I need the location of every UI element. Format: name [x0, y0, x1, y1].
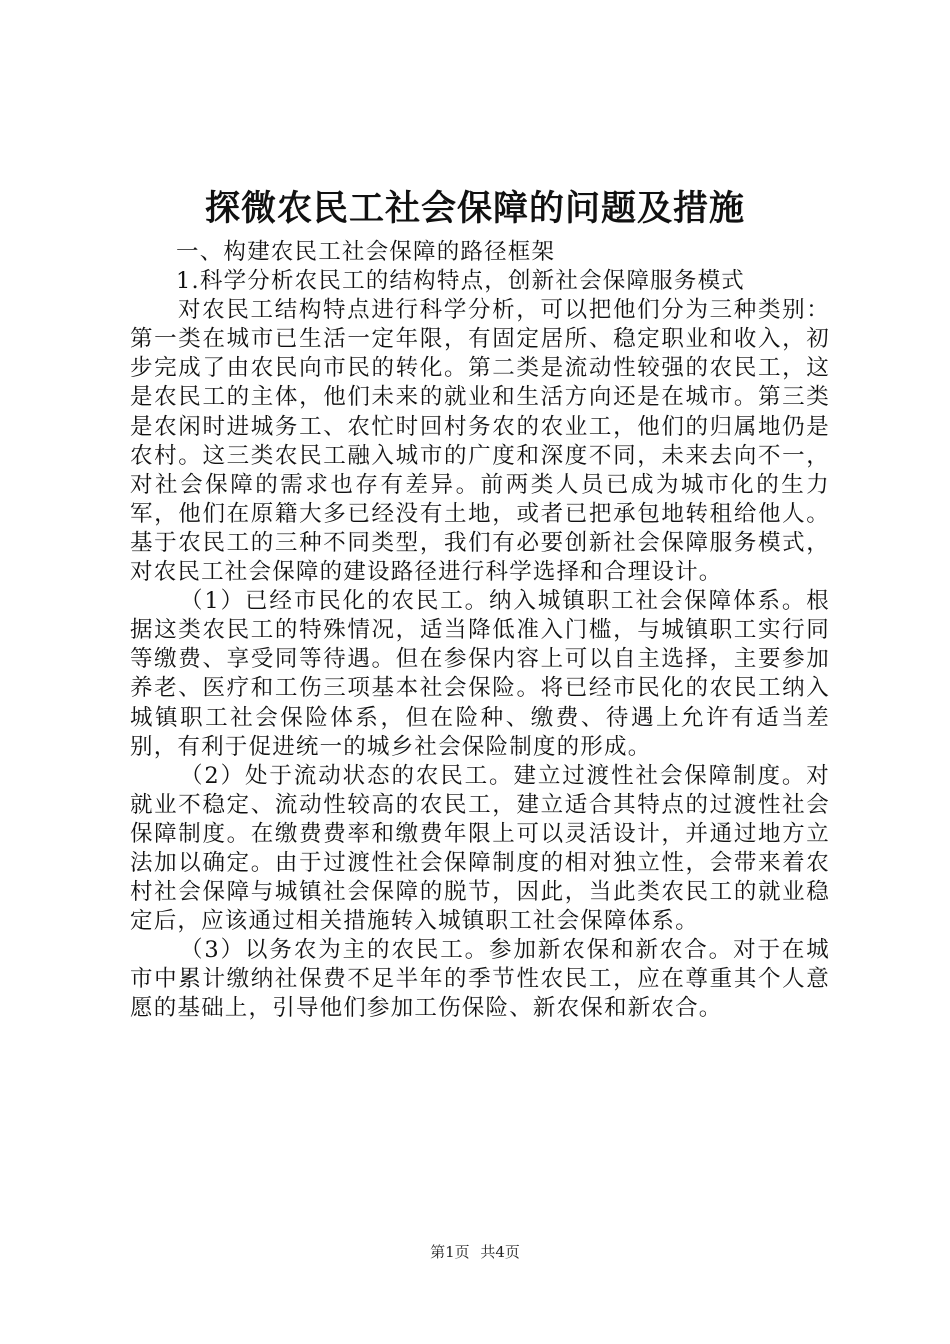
paragraph-classification: 对农民工结构特点进行科学分析，可以把他们分为三种类别：第一类在城市已生活一定年限，有固定居所、稳定职业和收入，初步完成了由农民向市民的转化。第二类是流动性较强的农民工，这是农民工的主体，他们未来的就业和生活方向还是在城市。第三类是农闲时进城务工、农忙时回村务农的农业工，他们的归属地仍是农村。这三类农民工融入城市的广度和深度不同，未来去向不一，对社会保障的需求也存有差异。前两类人员已成为城市化的生力军，他们在原籍大多已经没有土地，或者已把承包地转租给他人。基于农民工的三种不同类型，我们有必要创新社会保障服务模式，对农民工社会保障的建设路径进行科学选择和合理设计。 [130, 297, 830, 586]
subsection-heading: 1.科学分析农民工的结构特点，创新社会保障服务模式 [176, 268, 745, 295]
paragraph-item-3: （3）以务农为主的农民工。参加新农保和新农合。对于在城市中累计缴纳社保费不足半年的季节性农民工，应在尊重其个人意愿的基础上，引导他们参加工伤保险、新农保和新农合。 [130, 937, 830, 1022]
page-total: 共4页 [480, 1243, 520, 1261]
page-footer [0, 1241, 950, 1262]
section-heading: 一、构建农民工社会保障的路径框架 [176, 239, 556, 265]
paragraph-item-2: （2）处于流动状态的农民工。建立过渡性社会保障制度。对就业不稳定、流动性较高的农民工，建立适合其特点的过渡性社会保障制度。在缴费费率和缴费年限上可以灵活设计，并通过地方立法加以确定。由于过渡性社会保障制度的相对独立性，会带来着农村社会保障与城镇社会保障的脱节，因此，当此类农民工的就业稳定后，应该通过相关措施转入城镇职工社会保障体系。 [130, 762, 830, 935]
document-title: 探微农民工社会保障的问题及措施 [204, 188, 745, 229]
document-body [130, 238, 830, 1024]
page-number: 第1页 [430, 1243, 470, 1261]
paragraph-item-1: （1）已经市民化的农民工。纳入城镇职工社会保障体系。根据这类农民工的特殊情况，适当降低准入门槛，与城镇职工实行同等缴费、享受同等待遇。但在参保内容上可以自主选择，主要参加养老、医疗和工伤三项基本社会保险。将已经市民化的农民工纳入城镇职工社会保险体系，但在险种、缴费、待遇上允许有适当差别，有利于促进统一的城乡社会保险制度的形成。 [130, 588, 830, 760]
